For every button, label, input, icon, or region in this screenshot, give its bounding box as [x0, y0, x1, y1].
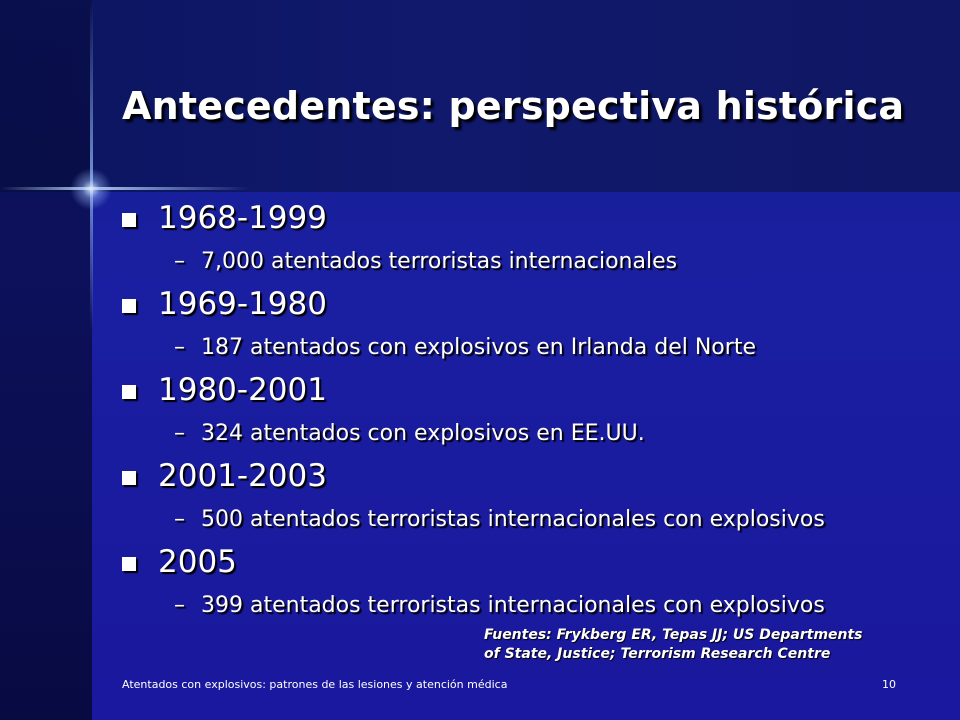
dash-icon: – — [174, 507, 185, 532]
list-item — [122, 454, 932, 540]
list-item — [122, 540, 932, 626]
square-bullet-icon — [122, 213, 136, 227]
square-bullet-icon — [122, 557, 136, 571]
dash-icon: – — [174, 249, 185, 274]
bullet-list — [122, 196, 932, 626]
dash-icon: – — [174, 335, 185, 360]
square-bullet-icon — [122, 471, 136, 485]
period-label: 2001-2003 — [158, 458, 327, 494]
footer-text: Atentados con explosivos: patrones de las lesiones y atención médica — [122, 678, 508, 691]
period-label: 1968-1999 — [158, 200, 327, 236]
period-label: 1969-1980 — [158, 286, 327, 322]
square-bullet-icon — [122, 385, 136, 399]
left-band — [0, 0, 92, 720]
sources-line: Fuentes: Frykberg ER, Tepas JJ; US Departments — [484, 627, 863, 643]
list-item — [122, 368, 932, 454]
sources-line: of State, Justice; Terrorism Research Centre — [484, 646, 831, 662]
list-item — [122, 282, 932, 368]
sources-note — [484, 626, 863, 664]
period-detail: 399 atentados terroristas internacionales con explosivos — [201, 593, 825, 618]
period-label: 2005 — [158, 544, 237, 580]
square-bullet-icon — [122, 299, 136, 313]
dash-icon: – — [174, 421, 185, 446]
light-flare-icon — [70, 168, 112, 210]
light-flare-horizontal — [0, 187, 250, 190]
period-detail: 500 atentados terroristas internacionales con explosivos — [201, 507, 825, 532]
period-detail: 7,000 atentados terroristas internacionales — [201, 249, 678, 274]
period-label: 1980-2001 — [158, 372, 327, 408]
dash-icon: – — [174, 593, 185, 618]
list-item — [122, 196, 932, 282]
period-detail: 187 atentados con explosivos en Irlanda del Norte — [201, 335, 756, 360]
slide-title: Antecedentes: perspectiva histórica — [122, 84, 905, 128]
page-number: 10 — [882, 678, 896, 691]
period-detail: 324 atentados con explosivos en EE.UU. — [201, 421, 645, 446]
light-flare-vertical — [90, 0, 93, 330]
